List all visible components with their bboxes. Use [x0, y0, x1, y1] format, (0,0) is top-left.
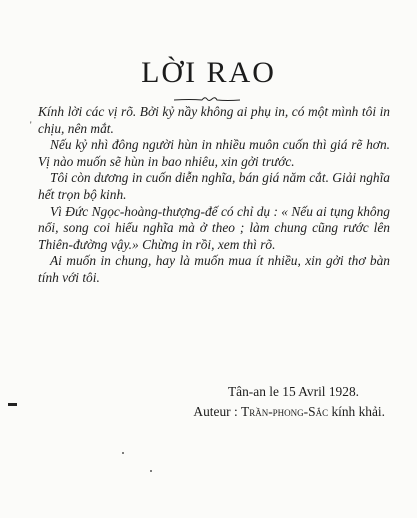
author-name: Trần-phong-Sắc — [241, 404, 329, 419]
paragraph: Tôi còn dương in cuốn diễn nghĩa, bán giá năm cắt. Giải nghĩa hết trọn bộ kinh. — [38, 170, 390, 202]
place-date: Tân-an le 15 Avril 1928. — [227, 384, 359, 399]
margin-dash — [8, 403, 17, 406]
author-prefix: Auteur : — [193, 404, 242, 419]
paragraph: Kính lời các vị rõ. Bởi kỷ nầy không ai phụ in, có một mình tôi in chịu, nên mắt. — [38, 104, 390, 136]
speck — [150, 470, 152, 472]
paragraph: Nếu kỷ nhì đông người hùn in nhiều muôn cuốn thì giá rẽ hơn. Vị nào muốn sẽ hùn in bao nhiêu, xin gởi trước. — [38, 137, 390, 169]
page-title: LỜI RAO — [141, 56, 276, 89]
author-suffix: kính khải. — [328, 404, 385, 419]
notice-body — [38, 104, 390, 287]
author-line — [193, 404, 385, 420]
margin-mark: ' — [30, 120, 32, 130]
paragraph: Ai muốn in chung, hay là muốn mua ít nhiều, xin gởi thơ bàn tính với tôi. — [38, 253, 390, 285]
speck — [122, 452, 124, 454]
ornament-divider-icon — [172, 95, 242, 103]
paragraph: Vì Đức Ngọc-hoàng-thượng-đế có chỉ dụ : « Nếu ai tụng không nổi, song coi hiểu nghĩa mà ở theo ; làm chung cũng rước lên Thiên-đường vậy.» Chừng in rồi, xem thì rõ. — [38, 203, 390, 252]
